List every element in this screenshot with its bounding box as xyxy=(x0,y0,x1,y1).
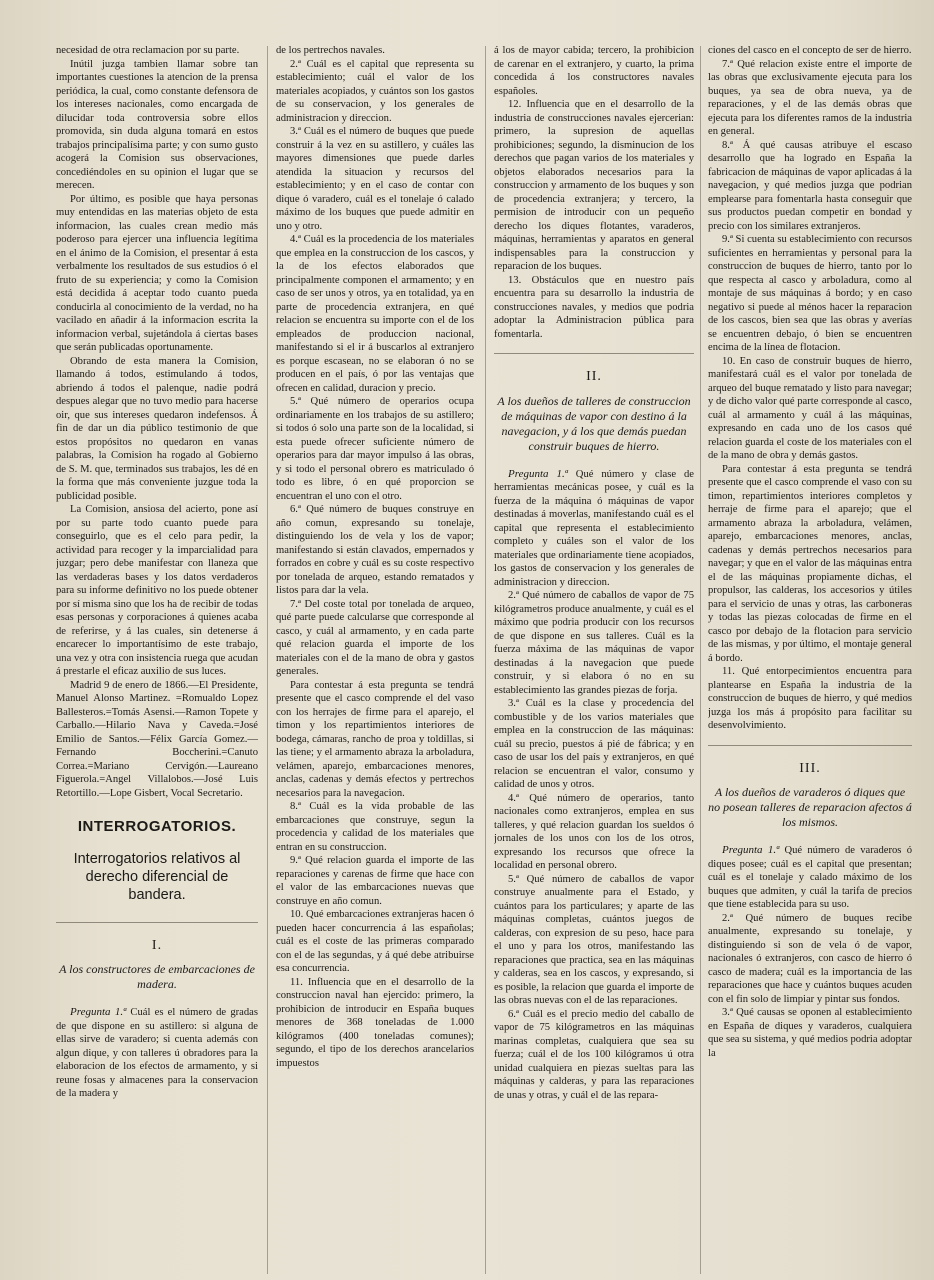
paragraph: 5.ª Qué número de operarios ocupa ordinariamente en los trabajos de su astillero; si todos ó solo una parte son de la localidad, si esta puede ofrecer suficiente número de operarios para dar mayor impulso á las obras, y si todo el personal obrero es matriculado ó todo es libre, ó en qué proporcion se encuentran el uno con el otro. xyxy=(276,396,474,502)
paragraph: 6.ª Cuál es el precio medio del caballo de vapor de 75 kilógrametros en las máquinas marinas completas, cualquiera que sea su fuerza; cuál el de los 100 kilógramos ú otra unidad cualquiera en piezas sueltas para las máquinas y calderas, y para las reparaciones de unas y otras, y cuál el de las repara- xyxy=(494,1008,694,1101)
column-rule xyxy=(700,46,701,1274)
column-4 xyxy=(708,44,912,1274)
paragraph: Para contestar á esta pregunta se tendrá presente que el casco comprende el del vaso con los herrajes de firme para el aparejo, el timon y los repartimientos interiores de bodega, cámaras, rancho de proa y toldillas, si las tiene; y el armamento abraza la arboladura, velámen, aparejo, embarcaciones menores, anclas, cadenas y demás efectos y pertrechos necesarios para la navegacion. xyxy=(276,679,474,799)
paragraph: Obrando de esta manera la Comision, llamando á todos, estimulando á todos, abriendo á todos el palenque, nadie podrá despues alegar que no tuvo medio para hacerse oir, que sus intereses quedaron indefensos. Á fin de dar un dia público testimonio de que estos propósitos no quedaron en vanas palabras, la Comision ha rogado al Gobierno de S. M. que, terminados sus trabajos, les dé en la forma que más conveniente juzgue toda la publicidad posible. xyxy=(56,355,258,502)
paragraph: á los de mayor cabida; tercero, la prohibicion de carenar en el extranjero, y cuarto, la prima concedida á los constructores navales españoles. xyxy=(494,45,694,97)
paragraph: necesidad de otra reclamacion por su parte. xyxy=(56,45,240,56)
question-text: Cuál es el número de gradas de que dispone en su astillero: si alguna de ellas sirve de varadero; si cuenta además con algun dique, y con talleres ú obradores para la elaboracion de los efectos de armamento, y si reune fosas y almacenes para la conservacion de la madera y xyxy=(56,1007,258,1099)
paragraph: 3.ª Cuál es el número de buques que puede construir á la vez en su astillero, y cuáles las mayores dimensiones que puede darles atendida la situacion y recursos del establecimiento; y en el caso de contar con dique ó varadero, cuál es el tonelaje ó calado máximo de los buques que puede admitir en uno y otro. xyxy=(276,126,474,232)
question-paragraph xyxy=(56,1006,258,1101)
question-text: Qué número de varaderos ó diques posee; cuál es el capital que presentan; cuál es el tonelaje y calado máximo de los buques que admiten, y cuál la tarifa de precios que tiene establecida para su uso. xyxy=(708,845,912,910)
question-paragraph xyxy=(494,468,694,590)
paragraph: 10. En caso de construir buques de hierro, manifestará cuál es el valor por tonelada de arqueo del buque rematado y listo para navegar; y de dicho valor qué parte corresponde al casco, cuál al armamento y cuál á las máquinas, expresando en cada uno de los casos qué relacion guarda el coste de los materiales con el de la mano de obra y demás gastos. xyxy=(708,355,912,461)
paragraph: 4.ª Cuál es la procedencia de los materiales que emplea en la construccion de los cascos, y la de los efectos elaborados que principalmente componen el armamento; y en caso de ser unos y otros, ya en totalidad, ya en parte de procedencia extranjera, en qué relacion se encuentra su importe con el de los empleados de produccion nacional, manifestando si el ir á buscarlos al extranjero es porque escasean, no se elaboran ó no se producen en el país, ó por las ventajas que ofrecen en calidad, duracion y precio. xyxy=(276,234,474,394)
paragraph: 3.ª Qué causas se oponen al establecimiento en España de diques y varaderos, cualquiera que sea su sistema, y qué medios podria adoptar la xyxy=(708,1007,912,1059)
paragraph: 9.ª Si cuenta su establecimiento con recursos suficientes en herramientas y personal para la construccion de buques de hierro, tanto por lo que respecta al casco y arboladura, como al montaje de sus máquinas á bordo; y en caso negativo si puede al ménos hacer la reparacion de los cascos, bien sea que las obras y averías se encuentren debajo, ó bien se encuentren encima de la línea de flotacion. xyxy=(708,234,912,353)
paragraph: 2.ª Cuál es el capital que representa su establecimiento; cuál el valor de los materiales acopiados, y cuántos son los gastos de su conservacion, y los generales de administracion y direccion. xyxy=(276,58,474,124)
paragraph: ciones del casco en el concepto de ser de hierro. xyxy=(708,45,912,56)
paragraph: 8.ª Á qué causas atribuye el escaso desarrollo que ha logrado en España la fabricacion de máquinas de vapor aplicadas á la navegacion, y qué medios juzga que podrian emplearse para fomentarla hasta conseguir que sus productos puedan competir en bondad y precio con los similares extranjeros. xyxy=(708,139,912,232)
paragraph: 11. Influencia que en el desarrollo de la construccion naval han ejercido: primero, la prohibicion de introducir en España buques menores de 368 toneladas de 1.000 kilógramos (400 toneladas comunes); segundo, el tipo de los derechos arancelarios impuestos xyxy=(276,976,474,1069)
column-2 xyxy=(276,44,474,1274)
column-rule xyxy=(485,46,486,1274)
paragraph: 5.ª Qué número de caballos de vapor construye anualmente para el Estado, y cuántos para los particulares; y aparte de las máquinas completas, cuántos juegos de calderas, con expresion de su peso, hace para el uno y para los otros, manifestando las reparaciones que practica, sea en las máquinas y calderas, sea en los cascos, y expresando, si es posible, la relacion que guarda el importe de las obras nuevas con el de las reparaciones. xyxy=(494,873,694,1006)
paragraph: de los pertrechos navales. xyxy=(276,45,385,56)
question-label: Pregunta 1.ª xyxy=(722,844,780,856)
paragraph: 3.ª Cuál es la clase y procedencia del combustible y de los varios materiales que emplea en la construccion de las máquinas: cuál su precio, puestos á pié de fábrica; y en caso de usar los del país y extranjeros, en qué relacion se encuentran el valor, consumo y calidad de unos y otros. xyxy=(494,698,694,790)
column-3 xyxy=(494,44,694,1274)
interrogatorios-title: INTERROGATORIOS. xyxy=(77,818,237,835)
paragraph: 6.ª Qué número de buques construye en año comun, expresando su tonelaje, distinguiendo los de vela y los de vapor; manifestando si están clavados, empernados y forrados en cobre y cuál es su coste respectivo por tonelada de arqueo, estando rematados y listos para dar la vela. xyxy=(276,504,474,596)
paragraph: 4.ª Qué número de operarios, tanto nacionales como extranjeros, emplea en sus talleres, y qué relacion guardan los sueldos ó jornales de los unos con los de los otros, expresando los recursos que ofrece la localidad en personal obrero. xyxy=(494,792,694,871)
question-label: Pregunta 1.ª xyxy=(508,467,568,480)
section-divider xyxy=(56,922,258,923)
section-heading: A los dueños de talleres de construccion de máquinas de vapor con destino á la navegacion, y á los que demás puedan construir buques de hierro. xyxy=(497,393,691,453)
paragraph: 9.ª Qué relacion guarda el importe de las reparaciones y carenas de firme que hace con el valor de las embarcaciones nuevas que construye en año comun. xyxy=(276,855,474,907)
paragraph: Para contestar á esta pregunta se tendrá presente que el casco comprende el vaso con su timon, repartimientos interiores completos y herraje de firme para el aparejo; que el armamento abraza la arboladura, velámen, aparejo, embarcaciones menores, anclas, cadenas y demás pertrechos necesarios para navegar; y que en el valor de las máquinas entra el de las máquinas propiamente dichas, el propulsor, las calderas, los accesorios y útiles para el servicio de unas y otras, las carboneras y todas las piezas colocadas de firme en el casco por debajo de la flotacion para servicio de las mismas, y por último, el montaje general á bordo. xyxy=(708,463,912,664)
column-1 xyxy=(56,44,258,1274)
paragraph: Por último, es posible que haya personas muy entendidas en las materias objeto de esta informacion, las cuales crean medio más poderoso para ejercer una influencia legítima en el ánimo de la Comision, el presentar á esta verbalmente los resultados de sus estudios ó el fruto de su experiencia; y como la Comision está decidida á aceptar todo cuanto pueda conducirla al conocimiento de la verdad, no ha vacilado en añadir á la informacion escrita la informacion verbal, sujetándola á ciertas bases que serán publicadas oportunamente. xyxy=(56,193,258,353)
paragraph: 7.ª Del coste total por tonelada de arqueo, qué parte puede calcularse que corresponde al casco, y cuál al armamento, y en cada parte qué relacion guarda el importe de los materiales con el de la mano de obra y gastos generales. xyxy=(276,598,474,677)
paragraph: 12. Influencia que en el desarrollo de la industria de construcciones navales ejercerian: primero, la supresion de aquellas prohibiciones; segundo, la disminucion de los derechos que pagan varios de los materiales y objetos elaborados necesarios para la construccion y armamento de los buques y son de procedencia extranjera; y tercero, la permision de introducir con un pequeño derecho los diques flotantes, varaderos, máquinas, herramientas y aparatos en general indispensables para la construccion y reparacion de los buques. xyxy=(494,99,694,272)
paragraph: 13. Obstáculos que en nuestro país encuentra para su desarrollo la industria de construcciones navales, y medios que podria adoptar la Administracion pública para fomentarla. xyxy=(494,274,694,340)
section-divider xyxy=(494,353,694,354)
paragraph: 7.ª Qué relacion existe entre el importe de las obras que exclusivamente ejecuta para los buques, ya sea de obra nueva, ya de reparaciones, y el de las demás obras que ejecuta para los diferentes ramos de la industria en general. xyxy=(708,58,912,137)
section-number: III. xyxy=(799,760,821,776)
paragraph: 2.ª Qué número de caballos de vapor de 75 kilógrametros produce anualmente, y cuál es el máximo que podria producir con los recursos de que dispone en sus talleres. Cuál es la fuerza máxima de las máquinas de vapor destinadas á la navegacion que puede construir, y si elabora ó no en su establecimiento las grandes piezas de forja. xyxy=(494,590,694,696)
question-label: Pregunta 1.ª xyxy=(70,1006,127,1018)
signatures: Madrid 9 de enero de 1866.—El Presidente, Manuel Alonso Martinez. =Romualdo Lopez Ballesteros.=Tomás Asensi.—Ramon Topete y Carballo.—Hilario Nava y Caveda.=José Emilio de Santos.—Félix García Gomez.—Fernando Boccherini.=Canuto Correa.=Mariano Cervigón.—Laureano Figuerola.=Angel Villalobos.—José Luis Retortillo.—Lope Gisbert, Vocal Secretario. xyxy=(56,679,258,799)
question-paragraph xyxy=(708,844,912,912)
paragraph: 2.ª Qué número de buques recibe anualmente, expresando su tonelaje, y distinguiendo si son de vela ó de vapor, nacionales ó extranjeros, con casco de hierro ó casco de madera; cuál es la importancia de las reparaciones que hace y cuántos buques acuden con el fin solo de limpiar y pintar sus fondos. xyxy=(708,912,912,1005)
column-rule xyxy=(267,46,268,1274)
question-text: Qué número y clase de herramientas mecánicas posee, y cuál es la fuerza de la máquina ó máquinas de vapor destinadas á moverlas, manifestando cuál es el capital que representa el establecimiento completo y cuáles son el valor de los materiales que ordinariamente tiene acopiados, los gastos de conservacion y los generales de administracion y direccion. xyxy=(494,468,694,588)
section-number: I. xyxy=(151,937,163,953)
paragraph: La Comision, ansiosa del acierto, pone así por su parte todo cuanto puede para conseguirlo, que es el celo para pedir, la actividad para recoger y la imparcialidad para juzgar; pero debe manifestar con llaneza que las verdaderas bases y los datos verdaderos para su informe definitivo no los puede obtener por sí misma sino que los ha de recibir de todas esas personas y corporaciones á quienes acaba de referirse, y á las cuales, sin detenerse á encarecer lo importantísimo de este trabajo, una vez y otra con insistencia ruega que acudan á prestarle el eficaz auxilio de sus luces. xyxy=(56,504,258,677)
section-heading: A los dueños de varaderos ó diques que no posean talleres de reparacion afectos á los mismos. xyxy=(708,785,912,829)
interrogatorios-subtitle: Interrogatorios relativos al derecho diferencial de bandera. xyxy=(73,850,241,903)
paragraph: 10. Qué embarcaciones extranjeras hacen ó pueden hacer concurrencia á las españolas; cuál es el coste de las primeras comparado con el de las segundas, y á qué debe atribuirse esa concurrencia. xyxy=(276,909,474,974)
paragraph: 11. Qué entorpecimientos encuentra para plantearse en España la industria de la construccion de buques de hierro, y qué medios juzga los más á propósito para facilitar su desenvolvimiento. xyxy=(708,666,912,731)
section-heading: A los constructores de embarcaciones de madera. xyxy=(59,962,255,991)
section-divider xyxy=(708,745,912,746)
section-number: II. xyxy=(586,369,602,384)
paragraph: 8.ª Cuál es la vida probable de las embarcaciones que construye, segun la procedencia y calidad de los materiales que entran en su construccion. xyxy=(276,801,474,853)
paragraph: Inútil juzga tambien llamar sobre tan importantes cuestiones la atencion de la prensa periódica, la cual, como constante defensora de los intereses nacionales, como encargada de dilucidar toda controversia sobre ellos promovida, sin duda alguna tomará en estos trabajos principalísima parte; y con sumo gusto acogerá la Comision sus observaciones, concediéndoles en su opinion el lugar que se merecen. xyxy=(56,58,258,191)
